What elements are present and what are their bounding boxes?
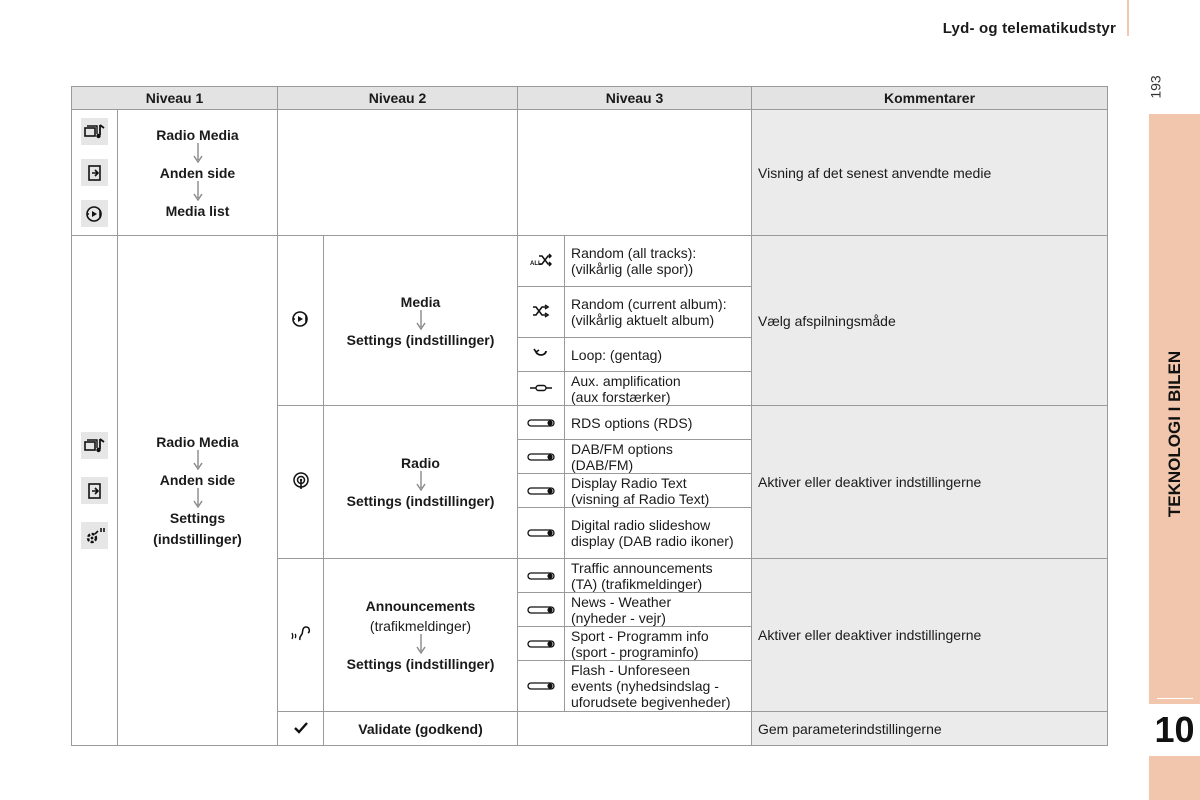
page-number: [1143, 72, 1169, 102]
comment-cell: Aktiver eller deaktiver indstillingerne: [752, 559, 1108, 712]
level3-line: Aux. amplification: [571, 372, 681, 389]
header-divider: [1127, 0, 1129, 36]
icon-cell: [518, 593, 565, 627]
level3-line: display (DAB radio ikoner): [571, 533, 734, 549]
icon-cell: [518, 236, 565, 287]
level3-line: Sport - Programm info: [571, 627, 709, 644]
icon-cell: [518, 406, 565, 440]
icon-cell: [72, 110, 118, 236]
level3-cell: [565, 406, 752, 440]
svg-text:ALL: ALL: [530, 260, 542, 267]
checkmark-icon: [294, 722, 308, 734]
icon-cell: [278, 406, 324, 559]
icon-cell: [278, 236, 324, 406]
icon-cell: [518, 474, 565, 508]
level3-line: uforudsete begivenheder): [571, 694, 731, 710]
level2-item: Media: [400, 293, 441, 310]
toggle-icon: [527, 681, 555, 691]
column-header: Niveau 3: [518, 87, 752, 110]
level3-line: (aux forstærker): [571, 388, 671, 405]
level3-cell: [565, 559, 752, 593]
level3-line: Random (all tracks):: [571, 245, 697, 261]
level2-item: Announcements: [365, 598, 476, 614]
settings-icon: [81, 522, 108, 549]
level2-item: Settings (indstillinger): [346, 656, 495, 672]
icon-cell: [518, 287, 565, 338]
toggle-icon: [527, 605, 555, 615]
down-arrow-icon: [193, 450, 203, 472]
level3-cell: [565, 236, 752, 287]
shuffle-icon: [532, 304, 550, 318]
level2-cell: [324, 559, 518, 712]
shuffle-all-icon: [530, 253, 552, 267]
level2-item: Radio: [401, 455, 440, 471]
toggle-icon: [527, 571, 555, 581]
icon-cell: [72, 236, 118, 746]
icon-cell: [518, 372, 565, 406]
level3-line: Display Radio Text: [571, 474, 687, 491]
radio-media-icon: [81, 118, 108, 145]
section-title: TEKNOLOGI I BILEN: [1164, 350, 1184, 518]
level3-line: Random (current album):: [571, 296, 727, 312]
level3-cell: [565, 440, 752, 474]
level2-item: Settings (indstillinger): [346, 493, 495, 509]
table-row: [72, 110, 1108, 236]
announcements-icon: [290, 625, 312, 643]
down-arrow-icon: [193, 488, 203, 510]
chapter-header-title: Lyd- og telematikudstyr: [942, 20, 1116, 37]
radio-media-icon: [81, 432, 108, 459]
icon-cell: [518, 559, 565, 593]
other-page-icon: [81, 477, 108, 504]
level3-line: News - Weather: [571, 593, 672, 610]
level1-item: Radio Media: [156, 126, 239, 143]
icon-cell: [518, 627, 565, 661]
level3-line: events (nyhedsindslag -: [571, 678, 719, 694]
level3-line: (vilkårlig aktuelt album): [571, 312, 715, 328]
aux-icon: [529, 382, 553, 394]
comment-cell: Gem parameterindstillingerne: [752, 712, 1108, 746]
level3-cell: [565, 474, 752, 508]
chapter-number: 10: [1149, 704, 1200, 756]
level3-cell: [565, 593, 752, 627]
down-arrow-icon: [416, 471, 426, 493]
level3-line: Flash - Unforeseen: [571, 662, 691, 678]
column-header: Niveau 1: [72, 87, 278, 110]
toggle-icon: [527, 452, 555, 462]
level2-item: Settings (indstillinger): [346, 331, 495, 348]
media-list-icon: [81, 200, 108, 227]
level3-line: (vilkårlig (alle spor)): [571, 261, 694, 277]
level1-item: Anden side: [159, 472, 236, 488]
icon-cell: [278, 712, 324, 746]
media-icon: [290, 310, 312, 328]
level3-cell: [565, 287, 752, 338]
level3-line: Loop: (gentag): [571, 346, 663, 363]
comment-cell: Visning af det senest anvendte medie: [752, 110, 1108, 236]
level1-item: (indstillinger): [153, 531, 242, 547]
toggle-icon: [527, 639, 555, 649]
level1-cell: [118, 236, 278, 746]
level3-line: (DAB/FM): [571, 456, 634, 473]
level3-cell: [565, 508, 752, 559]
level3-cell: [565, 661, 752, 712]
level2-cell: [278, 110, 518, 236]
down-arrow-icon: [193, 143, 203, 165]
down-arrow-icon: [416, 634, 426, 656]
menu-structure-table: [71, 86, 1108, 746]
level2-cell: [324, 236, 518, 406]
level2-cell: Validate (godkend): [324, 712, 518, 746]
radio-antenna-icon: [292, 472, 310, 490]
level3-cell: [565, 338, 752, 372]
toggle-icon: [527, 418, 555, 428]
level3-line: (TA) (trafikmeldinger): [571, 575, 703, 592]
down-arrow-icon: [193, 181, 203, 203]
icon-cell: [518, 661, 565, 712]
level3-cell: [518, 712, 752, 746]
down-arrow-icon: [416, 310, 426, 332]
level2-item: (trafikmeldinger): [369, 618, 472, 634]
level3-line: Traffic announcements: [571, 559, 713, 576]
table-header-row: [72, 87, 1108, 110]
level3-line: (nyheder - vejr): [571, 609, 666, 626]
level3-cell: [518, 110, 752, 236]
level3-cell: [565, 372, 752, 406]
level3-line: DAB/FM options: [571, 440, 673, 457]
level2-cell: [324, 406, 518, 559]
level3-cell: [565, 627, 752, 661]
level1-item: Radio Media: [156, 434, 239, 450]
column-header: Niveau 2: [278, 87, 518, 110]
toggle-icon: [527, 486, 555, 496]
table-row: [72, 236, 1108, 287]
icon-cell: [278, 559, 324, 712]
toggle-icon: [527, 528, 555, 538]
comment-cell: Vælg afspilningsmåde: [752, 236, 1108, 406]
icon-cell: [518, 508, 565, 559]
icon-cell: [518, 338, 565, 372]
column-header: Kommentarer: [752, 87, 1108, 110]
level3-line: (visning af Radio Text): [571, 490, 710, 507]
icon-cell: [518, 440, 565, 474]
side-tab-separator: [1157, 698, 1193, 699]
level3-line: Digital radio slideshow: [571, 517, 711, 533]
comment-cell: Aktiver eller deaktiver indstillingerne: [752, 406, 1108, 559]
level1-item: Settings: [169, 510, 226, 526]
loop-icon: [533, 346, 549, 360]
chapter-side-tab: [1149, 114, 1200, 800]
level1-item: Anden side: [159, 164, 236, 181]
page-number-text: 193: [1147, 75, 1164, 99]
level3-line: RDS options (RDS): [571, 414, 693, 431]
level1-item: Media list: [165, 202, 230, 219]
level3-line: (sport - programinfo): [571, 643, 699, 660]
level1-cell: [118, 110, 278, 236]
other-page-icon: [81, 159, 108, 186]
